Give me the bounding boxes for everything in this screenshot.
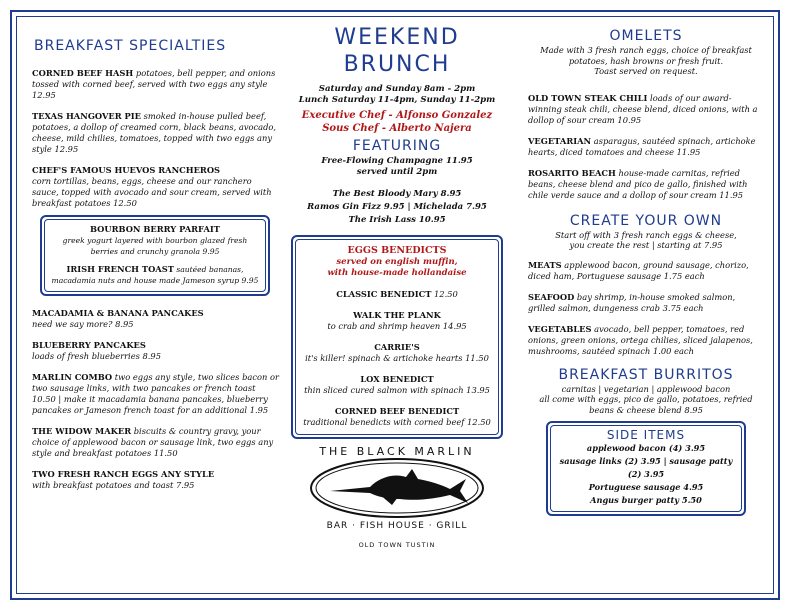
benedicts-box: [291, 235, 503, 439]
marlin-icon: [308, 457, 486, 519]
menu-item: LOX BENEDICT thin sliced cured salmon with spinach 13.95: [304, 374, 490, 395]
menu-item: SEAFOOD bay shrimp, in-house smoked salmon, grilled salmon, dungeness crab 3.75 each: [528, 291, 736, 313]
omelets-heading: OMELETS: [609, 28, 683, 44]
menu-item: THE WIDOW MAKER biscuits & country gravy, your choice of applewood bacon or sausage link, two eggs any style and breakfast potatoes 11.50: [32, 426, 274, 458]
right-column: [528, 22, 764, 516]
menu-item: MARLIN COMBO two eggs any style, two slices bacon or two sausage links, with two pancakes or french toast 10.50 | make it macadamia banana pancakes, blueberry pancakes or Jameson french toast for an additional 1.95: [32, 372, 279, 415]
page-title: WEEKEND BRUNCH: [334, 25, 460, 77]
breakfast-specialties-heading: BREAKFAST SPECIALTIES: [34, 38, 227, 54]
menu-item: CHEF'S FAMOUS HUEVOS RANCHEROS corn tortillas, beans, eggs, cheese and our ranchero sauce, topped with avocado and sour cream, served with breakfast potatoes 12.50: [32, 165, 272, 208]
menu-item: CORNED BEEF HASH potatoes, bell pepper, and onions tossed with corned beef, served with two eggs any style 12.95: [32, 68, 276, 100]
left-column: [32, 22, 280, 501]
side-items-heading: SIDE ITEMS: [606, 428, 686, 442]
logo-tagline: OLD TOWN TUSTIN: [358, 541, 436, 549]
menu-item: ROSARITO BEACH house-made carnitas, refried beans, cheese blend and pico de gallo, finished with chile verde sauce and a dollop of sour cream 11.95: [528, 167, 748, 200]
menu-item: TEXAS HANGOVER PIE smoked in-house pulled beef, potatoes, a dollop of creamed corn, black beans, avocado, cheese, mild chilies, tomatoes, topped with two eggs any style 12.95: [32, 111, 277, 154]
side-items-list: applewood bacon (4) 3.95 sausage links (2) 3.95 | sausage patty (2) 3.95 Portuguese sausage 4.95 Angus burger patty 5.50: [559, 443, 733, 505]
black-marlin-logo: [288, 445, 506, 553]
menu-item: OLD TOWN STEAK CHILI loads of our award-winning steak chili, cheese blend, diced onions, with a dollop of sour cream 10.95: [528, 92, 758, 125]
middle-column: [288, 22, 506, 553]
hours: Saturday and Sunday 8am - 2pm Lunch Saturday 11-4pm, Sunday 11-2pm: [298, 84, 496, 105]
featured-box: [40, 215, 270, 296]
menu-item: BLUEBERRY PANCAKES loads of fresh blueberries 8.95: [32, 340, 161, 361]
menu-item: VEGETABLES avocado, bell pepper, tomatoes, red onions, green onions, ortega chilies, sliced jalapenos, mushrooms, sautéed spinach 1.00 each: [528, 323, 753, 356]
menu-item: TWO FRESH RANCH EGGS ANY STYLE with breakfast potatoes and toast 7.95: [32, 469, 215, 490]
breakfast-burritos-heading: BREAKFAST BURRITOS: [558, 366, 734, 383]
create-your-own-heading: CREATE YOUR OWN: [569, 212, 723, 229]
featuring-heading: FEATURING: [352, 138, 442, 154]
omelets-description: Made with 3 fresh ranch eggs, choice of breakfast potatoes, hash browns or fresh fruit. Toast served on request.: [540, 45, 752, 76]
menu-item: IRISH FRENCH TOAST sautéed bananas, macadamia nuts and house made Jameson syrup 9.95: [51, 264, 259, 285]
chefs: Executive Chef - Alfonso Gonzalez Sous Chef - Alberto Najera: [301, 110, 493, 134]
menu-item: CARRIE'S it's killer! spinach & artichoke hearts 11.50: [305, 342, 489, 363]
create-your-own-description: Start off with 3 fresh ranch eggs & cheese, you create the rest | starting at 7.95: [555, 229, 737, 250]
menu-item: WALK THE PLANK to crab and shrimp heaven 14.95: [327, 310, 467, 331]
logo-bottom-text: BAR · FISH HOUSE · GRILL: [326, 521, 468, 531]
menu-item: MEATS applewood bacon, ground sausage, chorizo, diced ham, Portuguese sausage 1.75 each: [528, 259, 749, 281]
logo-top-text: THE BLACK MARLIN: [319, 445, 475, 458]
benedicts-subtitle: served on english muffin, with house-made hollandaise: [327, 257, 467, 278]
side-items-box: [546, 421, 746, 516]
benedicts-title: EGGS BENEDICTS: [347, 245, 447, 256]
burritos-description: carnitas | vegetarian | applewood bacon all come with eggs, pico de gallo, potatoes, refried beans & cheese blend 8.95: [539, 383, 753, 415]
drinks: The Best Bloody Mary 8.95 Ramos Gin Fizz 9.95 | Michelada 7.95 The Irish Lass 10.95: [307, 189, 487, 225]
menu-item: MACADAMIA & BANANA PANCAKES need we say more? 8.95: [32, 308, 204, 329]
champagne: Free-Flowing Champagne 11.95 served until 2pm: [321, 156, 473, 177]
menu-item: CLASSIC BENEDICT 12.50: [336, 289, 458, 299]
menu-item: VEGETARIAN asparagus, sautéed spinach, artichoke hearts, diced tomatoes and cheese 11.95: [528, 135, 756, 157]
menu-item: BOURBON BERRY PARFAIT greek yogurt layered with bourbon glazed fresh berries and crunchy granola 9.95: [62, 224, 248, 256]
menu-item: CORNED BEEF BENEDICT traditional benedicts with corned beef 12.50: [303, 406, 491, 427]
